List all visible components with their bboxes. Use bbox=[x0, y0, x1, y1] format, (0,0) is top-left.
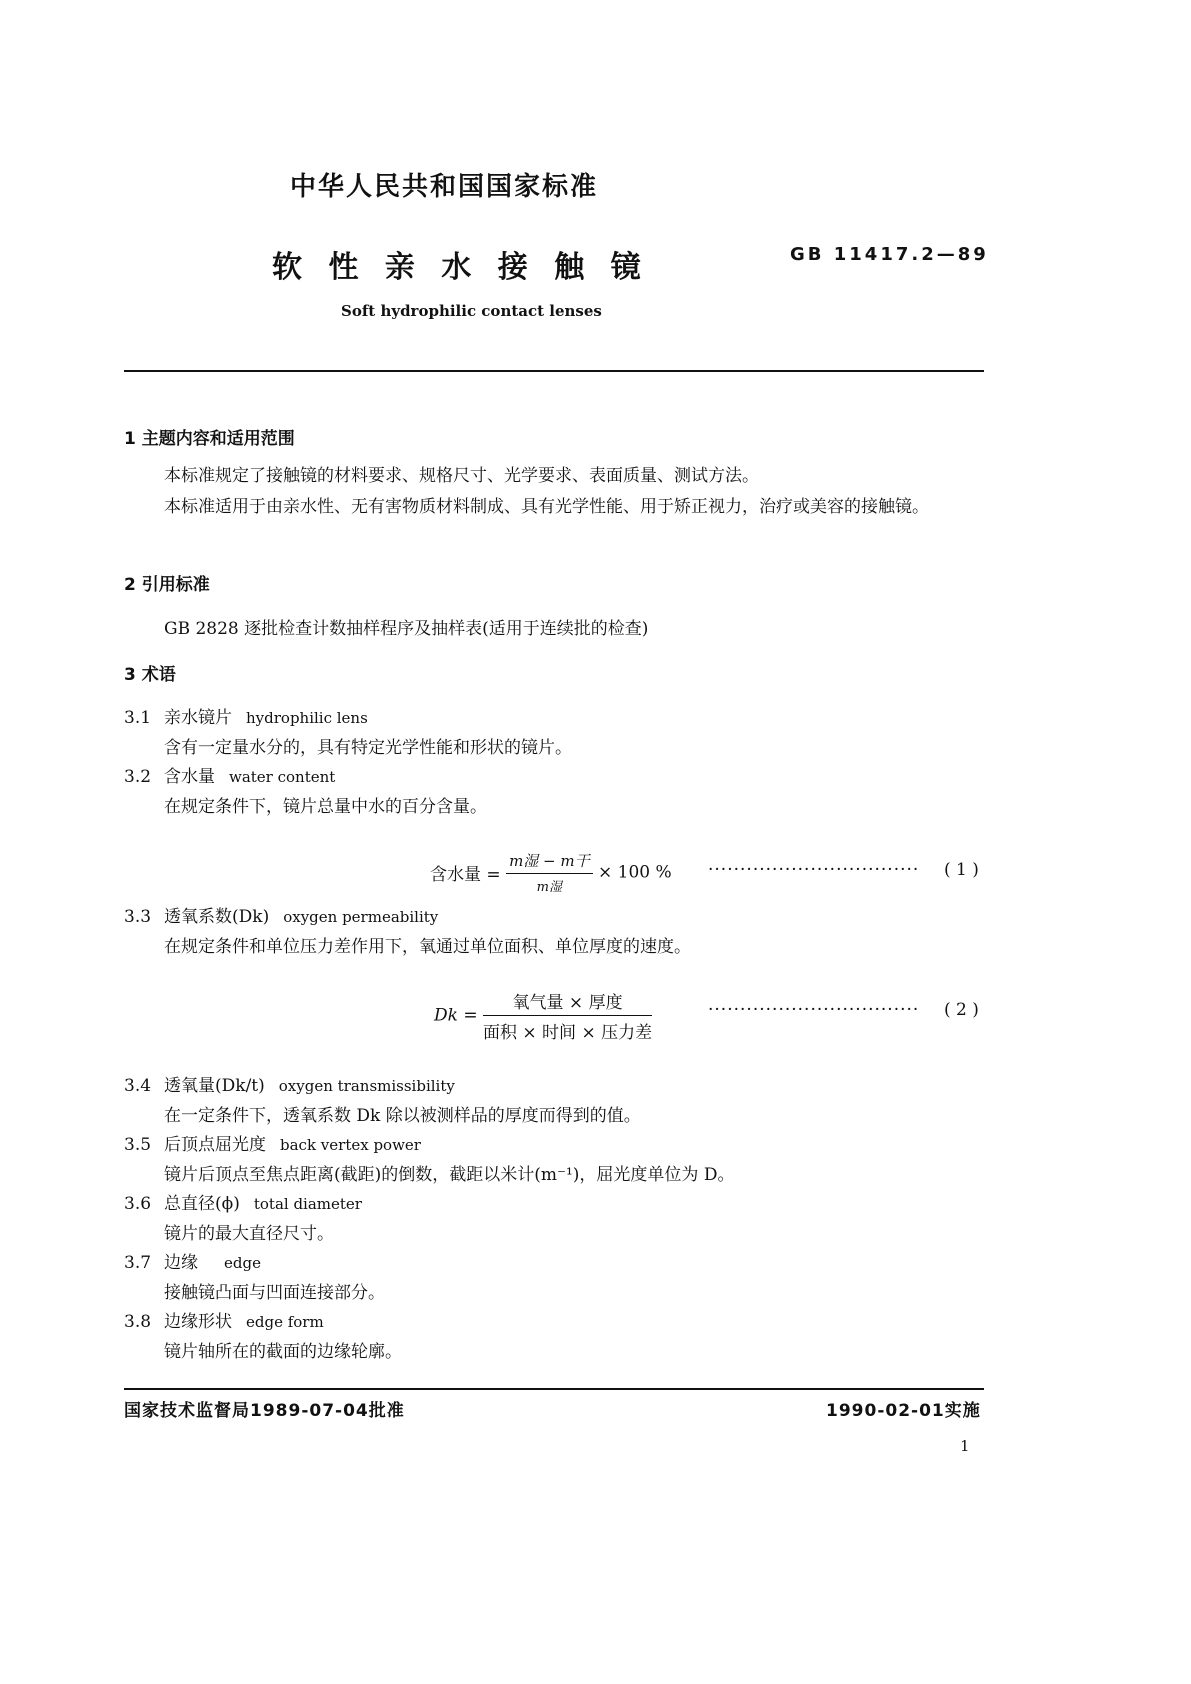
term-3-5-definition: 镜片后顶点至焦点距离(截距)的倒数，截距以米计(m⁻¹)，屈光度单位为 D。 bbox=[164, 1165, 735, 1185]
term-name: 边缘形状 bbox=[164, 1312, 232, 1332]
term-name: 透氧系数(Dk) bbox=[164, 907, 270, 927]
formula-1-numerator: m湿 − m干 bbox=[506, 850, 593, 874]
standard-code: GB 11417.2—89 bbox=[790, 244, 989, 265]
term-english: water content bbox=[229, 768, 336, 786]
formula-2-label: ( 2 ) bbox=[944, 1000, 979, 1020]
term-3-3 bbox=[124, 902, 438, 927]
section-1-heading: 1 主题内容和适用范围 bbox=[124, 429, 295, 449]
header-divider bbox=[124, 370, 984, 372]
term-name: 含水量 bbox=[164, 767, 215, 787]
approval-date: 国家技术监督局1989-07-04批准 bbox=[124, 1401, 405, 1421]
formula-2 bbox=[434, 988, 652, 1043]
formula-1-denominator: m湿 bbox=[536, 880, 562, 895]
term-english: hydrophilic lens bbox=[246, 709, 368, 727]
term-number: 3.8 bbox=[124, 1312, 152, 1332]
term-3-7 bbox=[124, 1248, 261, 1273]
effective-date: 1990-02-01实施 bbox=[826, 1401, 981, 1421]
term-3-3-definition: 在规定条件和单位压力差作用下，氧通过单位面积、单位厚度的速度。 bbox=[164, 937, 691, 957]
section-3-heading: 3 术语 bbox=[124, 665, 176, 685]
formula-2-lhs: Dk = bbox=[434, 1005, 478, 1026]
formula-1-lhs: 含水量 = bbox=[430, 865, 501, 885]
formula-1-leader: ································· bbox=[708, 860, 920, 880]
term-3-8-definition: 镜片轴所在的截面的边缘轮廓。 bbox=[164, 1342, 402, 1362]
term-3-7-definition: 接触镜凸面与凹面连接部分。 bbox=[164, 1283, 385, 1303]
term-3-1-definition: 含有一定量水分的，具有特定光学性能和形状的镜片。 bbox=[164, 738, 572, 758]
section-1-para-2: 本标准适用于由亲水性、无有害物质材料制成、具有光学性能、用于矫正视力，治疗或美容的接触镜。 bbox=[164, 497, 929, 517]
term-3-8 bbox=[124, 1307, 324, 1332]
term-name: 亲水镜片 bbox=[164, 708, 232, 728]
reference-gb2828: GB 2828 逐批检查计数抽样程序及抽样表(适用于连续批的检查) bbox=[164, 619, 649, 639]
term-number: 3.4 bbox=[124, 1076, 152, 1096]
term-number: 3.3 bbox=[124, 907, 152, 927]
formula-1-rhs: × 100 % bbox=[598, 862, 672, 883]
term-number: 3.1 bbox=[124, 708, 152, 728]
term-number: 3.6 bbox=[124, 1194, 152, 1214]
term-number: 3.7 bbox=[124, 1253, 152, 1273]
document-title: 软 性 亲 水 接 触 镜 bbox=[272, 250, 649, 285]
term-english: edge form bbox=[246, 1313, 324, 1331]
term-3-1 bbox=[124, 703, 368, 728]
english-title: Soft hydrophilic contact lenses bbox=[341, 302, 602, 320]
section-2-heading: 2 引用标准 bbox=[124, 575, 210, 595]
term-3-6-definition: 镜片的最大直径尺寸。 bbox=[164, 1224, 334, 1244]
footer-divider bbox=[124, 1388, 984, 1390]
formula-1 bbox=[430, 850, 672, 895]
page-number: 1 bbox=[960, 1437, 970, 1455]
formula-2-fraction bbox=[483, 988, 652, 1043]
term-english: edge bbox=[224, 1254, 261, 1272]
term-number: 3.5 bbox=[124, 1135, 152, 1155]
term-english: oxygen transmissibility bbox=[278, 1077, 455, 1095]
term-english: oxygen permeability bbox=[283, 908, 439, 926]
formula-1-fraction bbox=[506, 850, 593, 895]
national-standard-heading: 中华人民共和国国家标准 bbox=[290, 172, 599, 202]
formula-1-label: ( 1 ) bbox=[944, 860, 979, 880]
formula-2-leader: ································· bbox=[708, 1000, 920, 1020]
term-english: total diameter bbox=[253, 1195, 362, 1213]
term-name: 透氧量(Dk/t) bbox=[164, 1076, 265, 1096]
term-name: 边缘 bbox=[164, 1253, 198, 1273]
term-3-6 bbox=[124, 1189, 362, 1214]
term-3-2-definition: 在规定条件下，镜片总量中水的百分含量。 bbox=[164, 797, 487, 817]
term-english: back vertex power bbox=[280, 1136, 421, 1154]
term-number: 3.2 bbox=[124, 767, 152, 787]
formula-2-denominator: 面积 × 时间 × 压力差 bbox=[483, 1023, 653, 1043]
term-name: 总直径(ϕ) bbox=[164, 1194, 240, 1214]
term-3-4-definition: 在一定条件下，透氧系数 Dk 除以被测样品的厚度而得到的值。 bbox=[164, 1106, 641, 1126]
formula-2-numerator: 氧气量 × 厚度 bbox=[483, 988, 652, 1016]
term-3-4 bbox=[124, 1071, 455, 1096]
term-3-2 bbox=[124, 762, 335, 787]
section-1-para-1: 本标准规定了接触镜的材料要求、规格尺寸、光学要求、表面质量、测试方法。 bbox=[164, 466, 759, 486]
term-name: 后顶点屈光度 bbox=[164, 1135, 266, 1155]
term-3-5 bbox=[124, 1130, 421, 1155]
